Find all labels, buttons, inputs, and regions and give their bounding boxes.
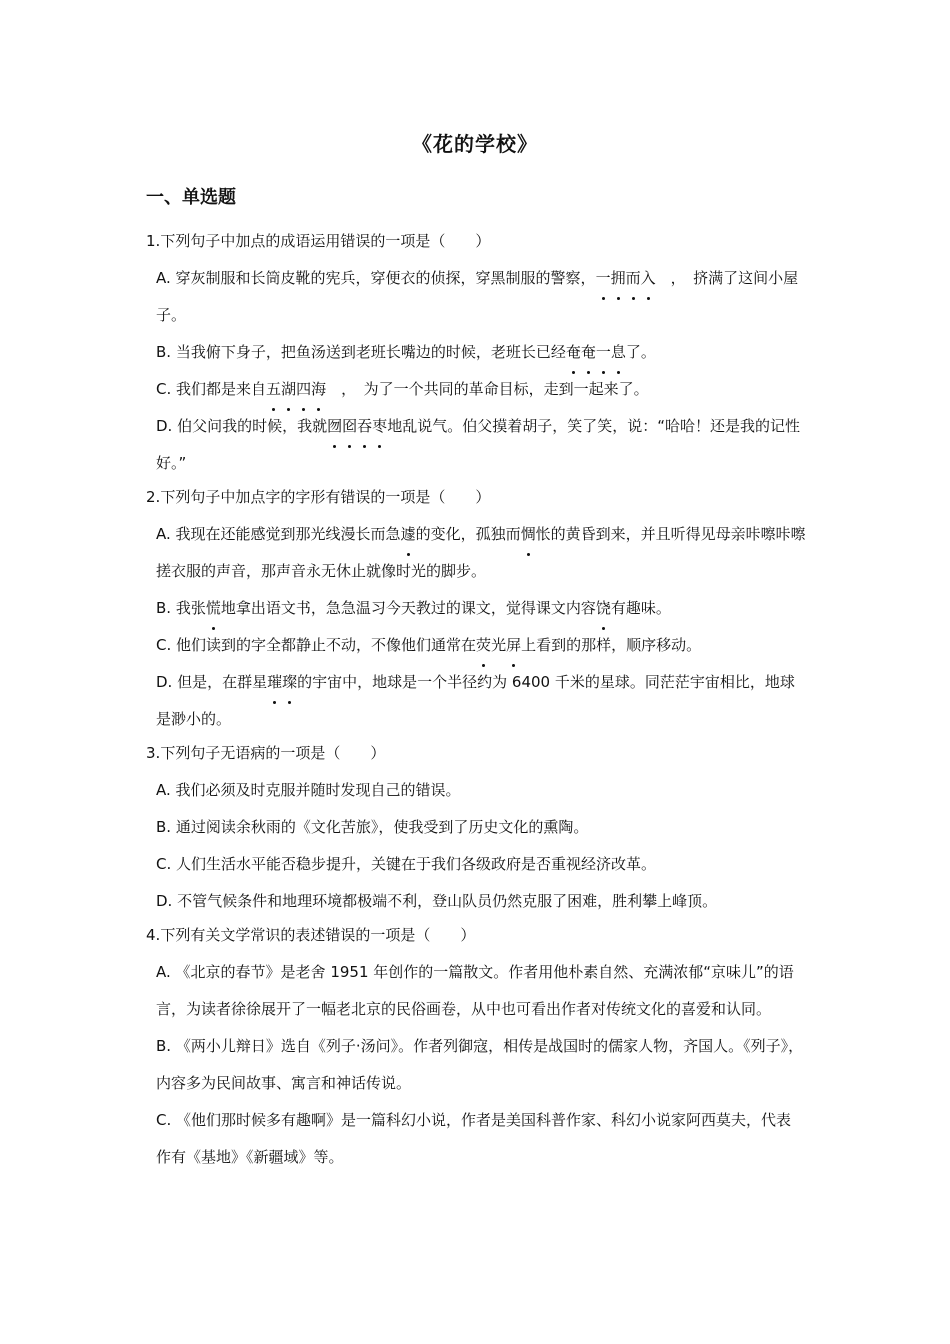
option-b[interactable] <box>156 1028 806 1102</box>
option-c[interactable] <box>156 627 806 664</box>
option-letter: D. <box>156 417 173 435</box>
option-text-after: 上看到的那样，顺序移动。 <box>521 636 702 654</box>
option-a[interactable] <box>156 954 806 1028</box>
option-text-before: 他们读到的字全都静止不动，不像他们通常在 <box>176 636 477 654</box>
option-letter: B. <box>156 1037 172 1055</box>
question-stem <box>146 738 806 772</box>
section-heading: 一、单选题 <box>146 187 236 208</box>
option-letter: B. <box>156 818 172 836</box>
question-number: 4. <box>146 926 161 944</box>
option-text-after: 了。 <box>625 343 656 361</box>
question-number: 3. <box>146 744 161 762</box>
option-a[interactable] <box>156 516 806 590</box>
question-number: 1. <box>146 232 161 250</box>
dotted-char <box>476 636 491 654</box>
option-text-mid: 的变化，孤独而 <box>415 525 521 543</box>
option-text-before: 伯父问我的时候，我就 <box>177 417 328 435</box>
option-text-after: 怅的黄昏到来，并且听得见母亲咔嚓咔嚓搓衣服的声音，那声音永无休止就像时光的脚步。 <box>156 525 806 580</box>
option-text-after: 有趣味。 <box>610 599 671 617</box>
option-c[interactable] <box>156 846 806 883</box>
option-letter: A. <box>156 781 171 799</box>
question-3 <box>0 738 950 920</box>
dotted-phrase <box>327 417 387 435</box>
dotted-char <box>521 525 536 543</box>
dotted-character: 枣 <box>372 408 387 445</box>
option-text: 《两小儿辩日》选自《列子·汤问》。作者列御寇，相传是战国时的儒家人物，齐国人。《列子》，内容多为民间故事、寓言和神话传说。 <box>156 1037 804 1092</box>
dotted-phrase <box>266 380 326 398</box>
dotted-character: 荧 <box>476 627 491 664</box>
question-text: 下列句子中加点字的字形有错误的一项是（ ） <box>160 488 491 506</box>
option-text: 我们必须及时克服并随时发现自己的错误。 <box>175 781 461 799</box>
dotted-character: 而 <box>626 260 641 297</box>
question-4 <box>0 920 950 1176</box>
dotted-character: 璨 <box>282 664 297 701</box>
option-text-before: 我张 <box>175 599 206 617</box>
dotted-phrase <box>596 269 656 287</box>
option-letter: A. <box>156 963 171 981</box>
dotted-character: 奄 <box>566 334 581 371</box>
option-text-after: ， 挤满了这间小屋子。 <box>156 269 799 324</box>
dotted-char <box>267 673 282 691</box>
option-text-after: 地乱说气。伯父摸着胡子，笑了笑，说：“哈哈！还是我的记性好。” <box>156 417 800 472</box>
option-letter: C. <box>156 855 172 873</box>
option-d[interactable] <box>156 883 806 920</box>
option-b[interactable] <box>156 334 806 371</box>
dotted-character: 入 <box>641 260 656 297</box>
option-letter: B. <box>156 599 172 617</box>
dotted-character: 囵 <box>342 408 357 445</box>
page-title: 《花的学校》 <box>412 132 538 156</box>
option-text-mid: 光 <box>491 636 507 654</box>
dotted-character: 璀 <box>267 664 282 701</box>
dotted-character: 一 <box>596 260 611 297</box>
dotted-character: 吞 <box>357 408 372 445</box>
question-stem <box>146 920 806 954</box>
dotted-char <box>282 673 297 691</box>
dotted-char <box>401 525 416 543</box>
dotted-character: 五 <box>266 371 281 408</box>
option-a[interactable] <box>156 260 806 334</box>
dotted-character: 惆 <box>521 516 536 553</box>
option-letter: C. <box>156 380 172 398</box>
question-text: 下列有关文学常识的表述错误的一项是（ ） <box>160 926 476 944</box>
dotted-character: 慌 <box>206 590 221 627</box>
option-text-before: 但是，在群星 <box>177 673 268 691</box>
question-1 <box>0 226 950 482</box>
option-text-after: 的宇宙中，地球是一个半径约为 6400 千米的星球。同茫茫宇宙相比，地球是渺小的。 <box>156 673 795 728</box>
option-letter: D. <box>156 673 173 691</box>
option-text: 《北京的春节》是老舍 1951 年创作的一篇散文。作者用他朴素自然、充满浓郁“京味儿”的语言，为读者徐徐展开了一幅老北京的民俗画卷，从中也可看出作者对传统文化的喜爱和认同。 <box>156 963 794 1018</box>
dotted-character: 海 <box>311 371 326 408</box>
question-stem <box>146 482 806 516</box>
dotted-character: 囫 <box>327 408 342 445</box>
option-b[interactable] <box>156 590 806 627</box>
option-text-before: 我们都是来自 <box>176 380 267 398</box>
option-d[interactable] <box>156 664 806 738</box>
dotted-phrase <box>566 343 626 361</box>
option-text-before: 穿灰制服和长筒皮靴的宪兵，穿便衣的侦探，穿黑制服的警察， <box>175 269 596 287</box>
dotted-character: 遽 <box>401 516 416 553</box>
option-text-before: 我现在还能感觉到那光线漫长而急 <box>175 525 401 543</box>
dotted-char <box>206 599 221 617</box>
option-a[interactable] <box>156 772 806 809</box>
question-stem <box>146 226 806 260</box>
question-list <box>0 226 950 1176</box>
option-text: 《他们那时候多有趣啊》是一篇科幻小说，作者是美国科普作家、科幻小说家阿西莫夫，代表作有《基地》《新疆域》等。 <box>156 1111 792 1166</box>
option-d[interactable] <box>156 408 806 482</box>
option-letter: A. <box>156 525 171 543</box>
dotted-character: 奄 <box>581 334 596 371</box>
dotted-character: 湖 <box>281 371 296 408</box>
question-text: 下列句子无语病的一项是（ ） <box>160 744 386 762</box>
dotted-character: 拥 <box>611 260 626 297</box>
dotted-char <box>596 599 611 617</box>
dotted-char <box>506 636 521 654</box>
dotted-character: 一 <box>596 334 611 371</box>
option-text: 不管气候条件和地理环境都极端不利，登山队员仍然克服了困难，胜利攀上峰顶。 <box>177 892 718 910</box>
option-letter: C. <box>156 636 172 654</box>
dotted-character: 屏 <box>506 627 521 664</box>
option-letter: B. <box>156 343 172 361</box>
option-letter: A. <box>156 269 171 287</box>
option-letter: D. <box>156 892 173 910</box>
option-text-after: ， 为了一个共同的革命目标，走到一起来了。 <box>326 380 649 398</box>
dotted-character: 四 <box>296 371 311 408</box>
option-text-mid: 地拿出语文书，急急温习今天教过的课文，觉得课文内容 <box>220 599 596 617</box>
option-text: 人们生活水平能否稳步提升，关键在于我们各级政府是否重视经济改革。 <box>176 855 657 873</box>
question-2 <box>0 482 950 738</box>
option-text-before: 当我俯下身子，把鱼汤送到老班长嘴边的时候，老班长已经 <box>175 343 566 361</box>
option-letter: C. <box>156 1111 172 1129</box>
option-c[interactable] <box>156 371 806 408</box>
option-b[interactable] <box>156 809 806 846</box>
dotted-character: 饶 <box>596 590 611 627</box>
option-text: 通过阅读余秋雨的《文化苦旅》，使我受到了历史文化的熏陶。 <box>175 818 589 836</box>
option-c[interactable] <box>156 1102 806 1176</box>
question-number: 2. <box>146 488 161 506</box>
question-text: 下列句子中加点的成语运用错误的一项是（ ） <box>160 232 491 250</box>
dotted-character: 息 <box>611 334 626 371</box>
